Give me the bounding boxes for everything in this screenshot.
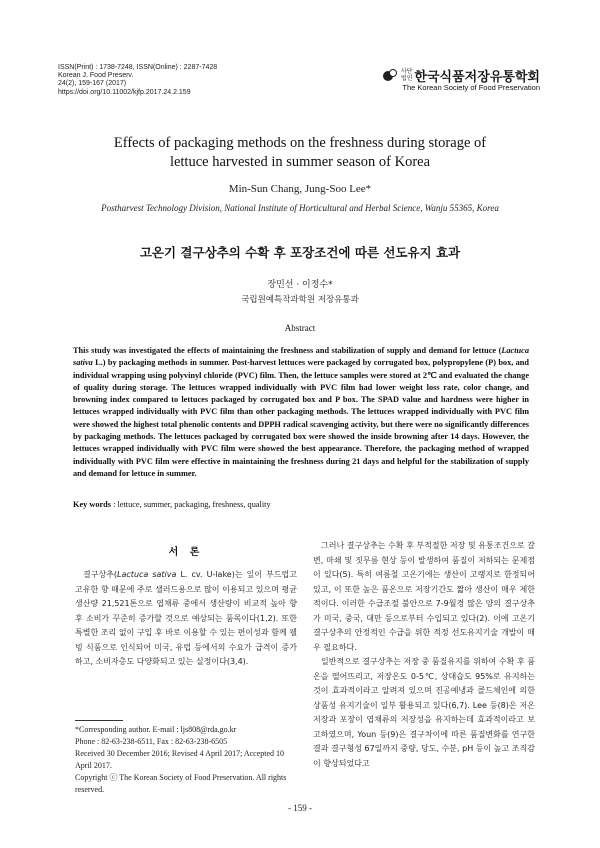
korean-title: 고온기 결구상추의 수확 후 포장조건에 따른 선도유지 효과 xyxy=(139,245,461,260)
introduction-heading: 서 론 xyxy=(168,547,204,558)
society-logo-icon xyxy=(381,68,397,84)
abstract-species: Lactuca sativa xyxy=(73,346,529,368)
abstract-part-1: This study was investigated the effects of maintaining the freshness and stabilization of supply and demand for lettuce ( xyxy=(73,346,502,355)
right-column xyxy=(313,539,535,771)
abstract-body xyxy=(73,345,529,480)
abstract-heading: Abstract xyxy=(284,323,316,333)
contact-phone: Phone : 82-63-238-6511, Fax : 82-63-238-6505 xyxy=(75,737,228,746)
corresponding-author: *Corresponding author. E-mail : ljs808@rda.go.kr xyxy=(75,725,237,734)
society-name-ko: 한국식품저장유통학회 xyxy=(414,70,540,85)
keywords xyxy=(73,500,529,509)
korean-authors: 장민선 · 이정수* xyxy=(267,280,333,290)
intro-paragraph-3: 일반적으로 결구상추는 저장 중 품질유지를 위하여 수확 후 품온을 떨어뜨리고, 저장온도 0-5℃, 상대습도 95%로 유지하는 것이 효과적이라고 알려져 있으며 진공예냉과 콜드체인에 의한 상품성 유지기술이 일부 활용되고 있다(6,7). Lee 등(8)은 저온저장과 포장이 엽채류의 저장성을 유지하는데 효과적이라고 보고하였으며, Youn 등(9)은 결구차이에 따른 품질변화를 연구한 결과 결구형성 67일까지 중량, 당도, 수분, pH 등이 높고 조직감이 향상되었다고 xyxy=(313,657,535,768)
footnote-divider xyxy=(75,720,123,721)
badge-bottom: 법인 xyxy=(400,74,413,82)
title-line-2: lettuce harvested in summer season of Korea xyxy=(169,154,431,170)
affiliation: Postharvest Technology Division, National Institute of Horticultural and Herbal Science, Wanju 55365, Korea xyxy=(101,203,499,213)
copyright: Copyright ⓒ The Korean Society of Food Preservation. All rights reserved. xyxy=(75,773,287,794)
keywords-label: Key words xyxy=(73,500,112,509)
title-line-1: Effects of packaging methods on the freshness during storage of xyxy=(113,135,487,151)
society-badge xyxy=(401,69,413,82)
intro-post: L. cv. U-lake)는 잎이 부드럽고 고유한 향 때문에 주로 샐러드용으로 많이 이용되고 있으며 평균 생산량 21,521톤으로 엽채류 중에서 생산량이 비교적 높아 향후 소비가 꾸준히 증가할 것으로 예상되는 품목이다(1,2). 또한 특별한 조리 없이 구입 후 바로 이용할 수 있는 편이성과 함께 웰빙 식품으로 인식되어 미국, 유럽 등에서의 수요가 급격이 증가하고, 소비자층도 다양화되고 있는 실정이다(3,4). xyxy=(75,570,298,666)
page-number: - 159 - xyxy=(288,803,312,813)
footnotes xyxy=(75,724,297,796)
intro-paragraph-1 xyxy=(75,568,297,670)
left-column xyxy=(75,543,297,670)
intro-species: Lactuca sativa xyxy=(117,570,177,579)
journal-name: Korean J. Food Preserv. xyxy=(58,72,134,80)
issn-line: ISSN(Print) : 1738-7248, ISSN(Online) : 2287-7428 xyxy=(58,64,218,71)
doi-link[interactable]: https://doi.org/10.11002/kjfp.2017.24.2.159 xyxy=(58,88,191,96)
intro-paragraph-2: 그러나 결구상추는 수확 후 부적절한 저장 및 유통조건으로 갈변, 마쇄 및 짓무름 현상 등이 발생하여 품질이 저하되는 문제점이 있다(5). 특히 여름철 고온기에는 생산이 고랭지로 한정되어있고, 이 또한 높은 품온으로 저장기간도 짧아 생산이 매우 제한적이다. 이러한 수급조절 불안으로 7-9월경 많은 양의 결구상추가 미국, 중국, 대만 등으로부터 수입되고 있다(2). 이에 고온기 결구상추의 안정적인 수급을 위한 적정 선도유지기술 개발이 매우 필요하다. xyxy=(313,541,535,652)
korean-affiliation: 국립원예특작과학원 저장유통과 xyxy=(241,295,359,305)
intro-pre: 결구상추( xyxy=(83,570,118,579)
society-header xyxy=(381,66,540,92)
journal-meta xyxy=(58,64,217,97)
abstract-part-2: L.) by packaging methods in summer. Post-harvest lettuces were packaged by corrugated box, polypropylene (P) box, and individual wrapping using polyvinyl chloride (PVC) film. Then, the lettuce samples were stored at 2℃ and evaluated the change of quality during storage. The lettuces wrapped individually with PVC film had lower weight loss rate, color change, and browning index compared to lettuces packaged by corrugated box and P box. The SPAD value and hardness were higher in lettuces wrapped individually with PVC film than other packaging methods. The lettuces wrapped individually with PVC film were showed the highest total phenolic contents and DPPH radical scavenging activity, but there were no significantly differences by packaging methods. The lettuces packaged by corrugated box were showed the inside browning after 14 days. However, the lettuces wrapped individually with PVC film were showed the best appearance. Therefore, the packaging method of wrapped individually with PVC film were effective in maintaining the freshness during 21 days and helpful for the stabilization of supply and demand for lettuce in summer. xyxy=(73,358,529,478)
authors: Min-Sun Chang, Jung-Soo Lee* xyxy=(228,183,372,195)
badge-top: 사단 xyxy=(400,68,413,75)
society-name-en: The Korean Society of Food Preservation xyxy=(402,83,540,92)
keywords-text: : lettuce, summer, packaging, freshness, quality xyxy=(113,500,271,509)
received-dates: Received 30 December 2016; Revised 4 April 2017; Accepted 10 April 2017. xyxy=(75,749,285,770)
paper-title xyxy=(60,134,540,172)
volume-line: 24(2), 159-167 (2017) xyxy=(58,80,127,88)
